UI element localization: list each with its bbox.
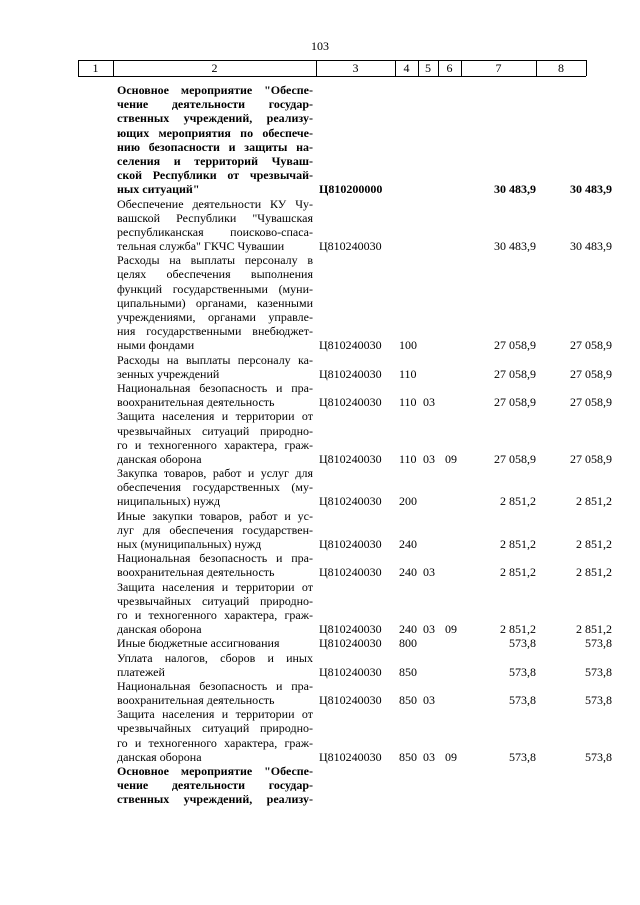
row-description — [117, 197, 313, 254]
row-description — [117, 409, 313, 466]
description-line: селения и территорий Чуваш- — [117, 153, 313, 168]
subsection: 09 — [445, 622, 457, 637]
target-code: Ц810240030 — [319, 636, 382, 651]
table-row — [0, 651, 640, 679]
description-line: Защита населения и территории от — [117, 707, 313, 722]
expense-type: 110 — [399, 395, 417, 410]
amount-col-7: 2 851,2 — [500, 536, 536, 551]
header-divider — [586, 60, 587, 76]
expense-type: 240 — [399, 536, 417, 551]
description-line: ственных учреждений, реализу- — [117, 792, 313, 807]
expense-type: 850 — [399, 749, 417, 764]
target-code: Ц810240030 — [319, 366, 382, 381]
description-line: Иные бюджетные ассигнования — [117, 636, 280, 651]
table-row — [0, 83, 640, 197]
amount-col-8: 573,8 — [585, 664, 612, 679]
table-row — [0, 509, 640, 552]
section: 03 — [423, 749, 435, 764]
expense-type: 850 — [399, 693, 417, 708]
section: 03 — [423, 693, 435, 708]
description-line: чрезвычайных ситуаций природно- — [117, 721, 313, 736]
row-description — [117, 764, 313, 807]
expense-type: 100 — [399, 338, 417, 353]
subsection: 09 — [445, 451, 457, 466]
description-line: данская оборона — [117, 749, 202, 764]
description-line: чение деятельности государ- — [117, 778, 313, 793]
section: 03 — [423, 622, 435, 637]
description-line: ственных учреждений, реализу- — [117, 111, 313, 126]
description-line: республиканская поисково-спаса- — [117, 224, 313, 239]
description-line: ципальными) органами, казенными — [117, 295, 313, 310]
amount-col-8: 27 058,9 — [570, 395, 612, 410]
description-line: платежей — [117, 664, 165, 679]
amount-col-8: 2 851,2 — [576, 622, 612, 637]
amount-col-7: 27 058,9 — [494, 338, 536, 353]
expense-type: 110 — [399, 451, 417, 466]
target-code: Ц810240030 — [319, 749, 382, 764]
amount-col-7: 30 483,9 — [494, 182, 536, 197]
description-line: луг для обеспечения государствен- — [117, 522, 313, 537]
amount-col-7: 27 058,9 — [494, 451, 536, 466]
description-line: Закупка товаров, работ и услуг для — [117, 466, 313, 481]
target-code: Ц810240030 — [319, 693, 382, 708]
description-line: чение деятельности государ- — [117, 97, 313, 112]
table-row — [0, 636, 640, 650]
description-line: ниципальных) нужд — [117, 494, 221, 509]
header-col-7: 7 — [495, 61, 502, 75]
target-code: Ц810240030 — [319, 451, 382, 466]
description-line: ской Республики от чрезвычай- — [117, 168, 313, 183]
row-description — [117, 466, 313, 509]
row-description — [117, 83, 313, 197]
description-line: ния государственными внебюджет- — [117, 324, 313, 339]
table-row — [0, 409, 640, 466]
target-code: Ц810240030 — [319, 494, 382, 509]
header-col-3: 3 — [352, 61, 359, 75]
description-line: Иные закупки товаров, работ и ус- — [117, 508, 313, 523]
description-line: ных ситуаций" — [117, 182, 200, 197]
amount-col-7: 30 483,9 — [494, 239, 536, 254]
row-description — [117, 253, 313, 352]
amount-col-8: 573,8 — [585, 636, 612, 651]
amount-col-8: 27 058,9 — [570, 451, 612, 466]
amount-col-8: 30 483,9 — [570, 182, 612, 197]
amount-col-7: 573,8 — [509, 693, 536, 708]
description-line: данская оборона — [117, 451, 202, 466]
table-row — [0, 707, 640, 764]
page-number: 103 — [311, 39, 329, 53]
expense-type: 240 — [399, 565, 417, 580]
amount-col-7: 27 058,9 — [494, 366, 536, 381]
target-code: Ц810240030 — [319, 239, 382, 254]
description-line: Национальная безопасность и пра- — [117, 678, 313, 693]
amount-col-7: 2 851,2 — [500, 565, 536, 580]
section: 03 — [423, 451, 435, 466]
description-line: Основное мероприятие "Обеспе- — [117, 83, 313, 97]
table-row — [0, 253, 640, 352]
description-line: воохранительная деятельность — [117, 693, 275, 708]
description-line: тельная служба" ГКЧС Чувашии — [117, 239, 285, 254]
table-row — [0, 764, 640, 807]
table-row — [0, 580, 640, 637]
row-description — [117, 381, 313, 409]
target-code: Ц810240030 — [319, 622, 382, 637]
amount-col-7: 573,8 — [509, 664, 536, 679]
target-code: Ц810200000 — [319, 182, 383, 197]
header-col-4: 4 — [403, 61, 410, 75]
expense-type: 110 — [399, 366, 417, 381]
description-line: ными фондами — [117, 338, 195, 353]
amount-col-7: 27 058,9 — [494, 395, 536, 410]
header-col-2: 2 — [211, 61, 218, 75]
description-line: целях обеспечения выполнения — [117, 267, 313, 282]
amount-col-8: 2 851,2 — [576, 536, 612, 551]
description-line: чрезвычайных ситуаций природно- — [117, 423, 313, 438]
row-description — [117, 551, 313, 579]
description-line: ющих мероприятия по обеспече- — [117, 125, 313, 140]
amount-col-8: 30 483,9 — [570, 239, 612, 254]
description-line: ных (муниципальных) нужд — [117, 537, 262, 551]
amount-col-8: 573,8 — [585, 693, 612, 708]
table-row — [0, 466, 640, 509]
row-description — [117, 353, 313, 381]
amount-col-7: 2 851,2 — [500, 494, 536, 509]
description-line: зенных учреждений — [117, 366, 220, 381]
amount-col-7: 573,8 — [509, 636, 536, 651]
description-line: воохранительная деятельность — [117, 395, 275, 410]
row-description — [117, 707, 313, 764]
header-col-5: 5 — [425, 61, 431, 75]
expense-type: 240 — [399, 622, 417, 637]
table-row — [0, 197, 640, 254]
description-line: функций государственными (муни- — [117, 281, 313, 296]
row-description — [117, 509, 313, 552]
description-line: го и техногенного характера, граж- — [117, 607, 313, 622]
target-code: Ц810240030 — [319, 664, 382, 679]
description-line: Обеспечение деятельности КУ Чу- — [117, 196, 313, 211]
target-code: Ц810240030 — [319, 338, 382, 353]
description-line: нию безопасности и защиты на- — [117, 139, 313, 154]
description-line: Расходы на выплаты персоналу ка- — [117, 352, 313, 367]
amount-col-7: 2 851,2 — [500, 622, 536, 637]
description-line: воохранительная деятельность — [117, 565, 275, 580]
budget-table-body — [0, 83, 640, 807]
expense-type: 200 — [399, 494, 417, 509]
description-line: чрезвычайных ситуаций природно- — [117, 593, 313, 608]
description-line: данская оборона — [117, 622, 202, 637]
target-code: Ц810240030 — [319, 536, 382, 551]
amount-col-8: 2 851,2 — [576, 565, 612, 580]
header-col-6: 6 — [446, 61, 453, 75]
description-line: Национальная безопасность и пра- — [117, 551, 313, 566]
description-line: Основное мероприятие "Обеспе- — [117, 764, 313, 778]
amount-col-8: 2 851,2 — [576, 494, 612, 509]
section: 03 — [423, 565, 435, 580]
description-line: обеспечения государственных (му- — [117, 480, 313, 495]
header-bottom-border — [78, 76, 586, 77]
row-description — [117, 580, 313, 637]
description-line: учреждениями, органами управле- — [117, 310, 313, 324]
description-line: го и техногенного характера, граж- — [117, 735, 313, 750]
description-line: Защита населения и территории от — [117, 409, 313, 424]
header-col-8: 8 — [558, 61, 564, 75]
description-line: вашской Республики "Чувашская — [117, 210, 313, 225]
expense-type: 800 — [399, 636, 417, 651]
target-code: Ц810240030 — [319, 565, 382, 580]
header-col-1: 1 — [92, 61, 99, 75]
row-description — [117, 636, 313, 650]
row-description — [117, 679, 313, 707]
description-line: Защита населения и территории от — [117, 579, 313, 594]
amount-col-8: 27 058,9 — [570, 338, 612, 353]
amount-col-8: 27 058,9 — [570, 366, 612, 381]
description-line: Уплата налогов, сборов и иных — [117, 650, 313, 665]
section: 03 — [423, 395, 435, 410]
table-row — [0, 353, 640, 381]
table-row — [0, 679, 640, 707]
description-line: Национальная безопасность и пра- — [117, 380, 313, 395]
table-row — [0, 381, 640, 409]
expense-type: 850 — [399, 664, 417, 679]
description-line: Расходы на выплаты персоналу в — [117, 253, 313, 268]
target-code: Ц810240030 — [319, 395, 382, 410]
amount-col-7: 573,8 — [509, 749, 536, 764]
amount-col-8: 573,8 — [585, 749, 612, 764]
table-row — [0, 551, 640, 579]
description-line: го и техногенного характера, граж- — [117, 437, 313, 452]
subsection: 09 — [445, 749, 457, 764]
row-description — [117, 651, 313, 679]
